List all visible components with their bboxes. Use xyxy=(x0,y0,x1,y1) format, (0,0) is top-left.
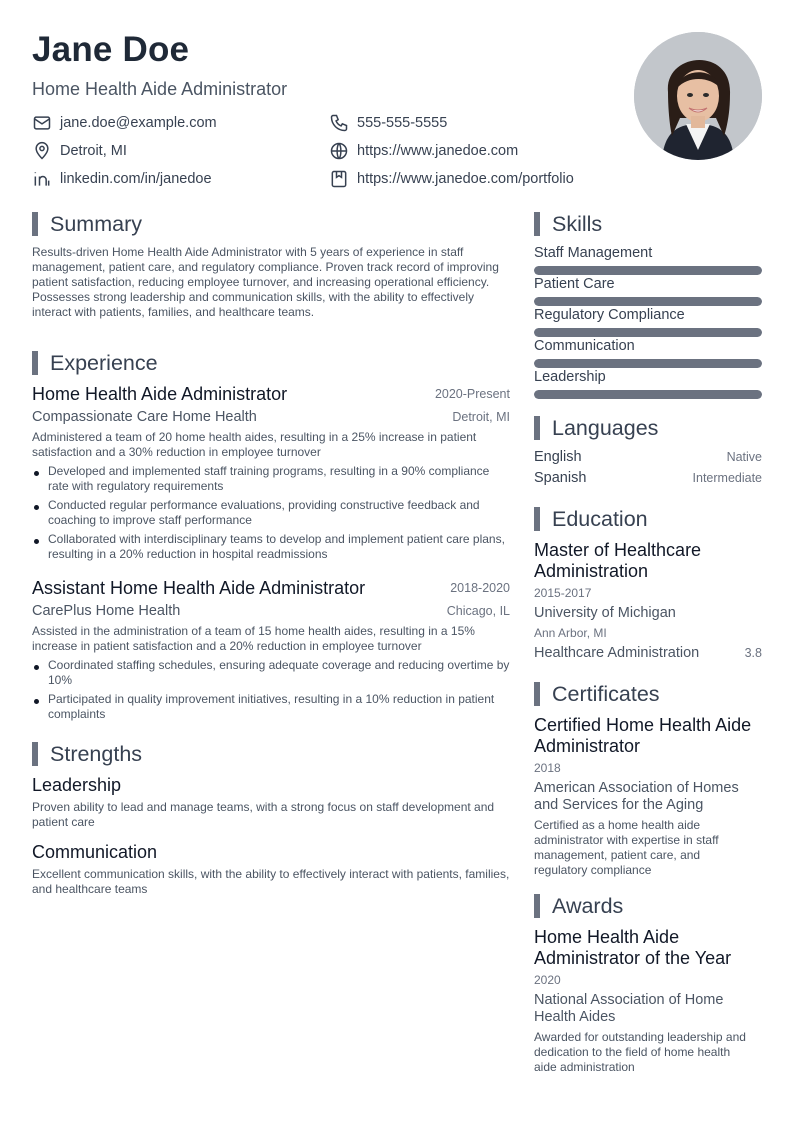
skill-label: Regulatory Compliance xyxy=(534,307,685,323)
skill-bar xyxy=(534,328,762,337)
linkedin-icon xyxy=(32,169,52,189)
language-name: English xyxy=(534,449,582,465)
skill-bar xyxy=(534,266,762,275)
contact-website[interactable] xyxy=(329,141,518,161)
experience-heading-text: Experience xyxy=(50,350,158,375)
summary-heading-text: Summary xyxy=(50,211,142,236)
languages-heading xyxy=(534,416,658,440)
job-dates: 2020-Present xyxy=(434,387,510,401)
website-text: https://www.janedoe.com xyxy=(357,143,519,159)
award-text: Awarded for outstanding leadership and dedication to the field of home health aide administration xyxy=(534,1030,746,1074)
linkedin-text: linkedin.com/in/janedoe xyxy=(60,171,212,187)
strength-text: Excellent communication skills, with the ability to effectively interact with patients, families, and healthcare teams xyxy=(32,867,510,896)
job-bullet: Conducted regular performance evaluations, providing constructive feedback and coaching to improve staff performance xyxy=(32,498,512,528)
skill-label: Patient Care xyxy=(534,276,615,292)
languages-heading-text: Languages xyxy=(552,415,659,440)
award-issuer: National Association of Home Health Aides xyxy=(534,992,724,1025)
skill-fill xyxy=(534,390,762,399)
contact-phone[interactable] xyxy=(329,113,447,133)
award-year: 2020 xyxy=(534,973,561,987)
heading-accent-bar xyxy=(32,742,38,766)
job-dates: 2018-2020 xyxy=(450,581,510,595)
job-bullets xyxy=(32,464,512,566)
education-gpa: 3.8 xyxy=(744,646,762,660)
education-heading xyxy=(534,507,648,531)
job-description: Administered a team of 20 home health aides, resulting in a 25% increase in patient satisfaction and a 30% reduction in employee turnover xyxy=(32,430,477,459)
job-company: Compassionate Care Home Health xyxy=(32,409,257,425)
strengths-heading-text: Strengths xyxy=(50,741,143,766)
experience-heading xyxy=(32,351,158,375)
phone-icon xyxy=(329,113,349,133)
education-field: Healthcare Administration xyxy=(534,645,700,661)
job-bullet: Developed and implemented staff training programs, resulting in a 90% compliance rate with regulatory requirements xyxy=(32,464,512,494)
mail-icon xyxy=(32,113,52,133)
skills-heading xyxy=(534,212,602,236)
skill-fill xyxy=(534,359,762,368)
education-heading-text: Education xyxy=(552,506,648,531)
heading-accent-bar xyxy=(534,894,540,918)
certificate-year: 2018 xyxy=(534,761,561,775)
language-level: Native xyxy=(726,450,762,464)
heading-accent-bar xyxy=(534,212,540,236)
skills-heading-text: Skills xyxy=(552,211,603,236)
heading-accent-bar xyxy=(534,682,540,706)
education-degree: Master of Healthcare Administration xyxy=(534,540,702,581)
education-location: Ann Arbor, MI xyxy=(534,626,607,640)
job-title: Assistant Home Health Aide Administrator xyxy=(32,578,366,598)
strength-title: Communication xyxy=(32,842,158,862)
education-dates: 2015-2017 xyxy=(534,586,592,600)
phone-text: 555-555-5555 xyxy=(357,115,448,131)
job-bullet: Participated in quality improvement initiatives, resulting in a 10% reduction in patient complaints xyxy=(32,692,512,722)
heading-accent-bar xyxy=(32,351,38,375)
skill-bar xyxy=(534,297,762,306)
certificates-heading-text: Certificates xyxy=(552,681,660,706)
location-text: Detroit, MI xyxy=(60,143,127,159)
profile-photo xyxy=(634,32,762,160)
contact-linkedin[interactable] xyxy=(32,169,212,189)
strengths-heading xyxy=(32,742,142,766)
language-level: Intermediate xyxy=(692,471,762,485)
education-school: University of Michigan xyxy=(534,605,676,621)
summary-heading xyxy=(32,212,142,236)
globe-icon xyxy=(329,141,349,161)
portfolio-icon xyxy=(329,169,349,189)
contact-location xyxy=(32,141,127,161)
contact-email[interactable] xyxy=(32,113,217,133)
strength-title: Leadership xyxy=(32,775,122,795)
heading-accent-bar xyxy=(32,212,38,236)
skill-fill xyxy=(534,297,762,306)
certificate-text: Certified as a home health aide administrator with expertise in staff management, patient care, and regulatory compliance xyxy=(534,818,719,877)
candidate-title: Home Health Aide Administrator xyxy=(32,79,288,99)
job-description: Assisted in the administration of a team of 15 home health aides, resulting in a 15% increase in patient satisfaction and a 20% reduction in employee turnover xyxy=(32,624,475,653)
job-location: Chicago, IL xyxy=(446,604,510,618)
job-company: CarePlus Home Health xyxy=(32,603,181,619)
language-name: Spanish xyxy=(534,470,587,486)
job-title: Home Health Aide Administrator xyxy=(32,384,288,404)
certificate-issuer: American Association of Homes and Services for the Aging xyxy=(534,780,739,813)
heading-accent-bar xyxy=(534,416,540,440)
job-bullets xyxy=(32,658,512,726)
certificates-heading xyxy=(534,682,660,706)
job-location: Detroit, MI xyxy=(452,410,510,424)
strength-text: Proven ability to lead and manage teams, with a strong focus on staff development and patient care xyxy=(32,800,495,829)
skill-label: Leadership xyxy=(534,369,606,385)
summary-text: Results-driven Home Health Aide Administrator with 5 years of experience in staff management, patient care, and regulatory compliance. Proven track record of improving patient satisfaction, reducing employee turnover, and increasing operational efficiency. Possesses strong leadership and communication skills, with the ability to effectively interact with patients, families, and healthcare teams. xyxy=(32,245,499,319)
email-text: jane.doe@example.com xyxy=(60,115,217,131)
skill-fill xyxy=(534,328,762,337)
awards-heading xyxy=(534,894,623,918)
skill-label: Communication xyxy=(534,338,635,354)
skill-label: Staff Management xyxy=(534,245,653,261)
skill-bar xyxy=(534,390,762,399)
skill-bar xyxy=(534,359,762,368)
map-pin-icon xyxy=(32,141,52,161)
portfolio-text: https://www.janedoe.com/portfolio xyxy=(357,171,574,187)
job-bullet: Coordinated staffing schedules, ensuring adequate coverage and reducing overtime by 10% xyxy=(32,658,512,688)
awards-heading-text: Awards xyxy=(552,893,624,918)
award-title: Home Health Aide Administrator of the Year xyxy=(534,927,732,968)
heading-accent-bar xyxy=(534,507,540,531)
certificate-title: Certified Home Health Aide Administrator xyxy=(534,715,752,756)
job-bullet: Collaborated with interdisciplinary teams to develop and implement patient care plans, resulting in a 20% reduction in hospital readmissions xyxy=(32,532,512,562)
skill-fill xyxy=(534,266,762,275)
contact-portfolio[interactable] xyxy=(329,169,574,189)
candidate-name: Jane Doe xyxy=(32,30,190,69)
